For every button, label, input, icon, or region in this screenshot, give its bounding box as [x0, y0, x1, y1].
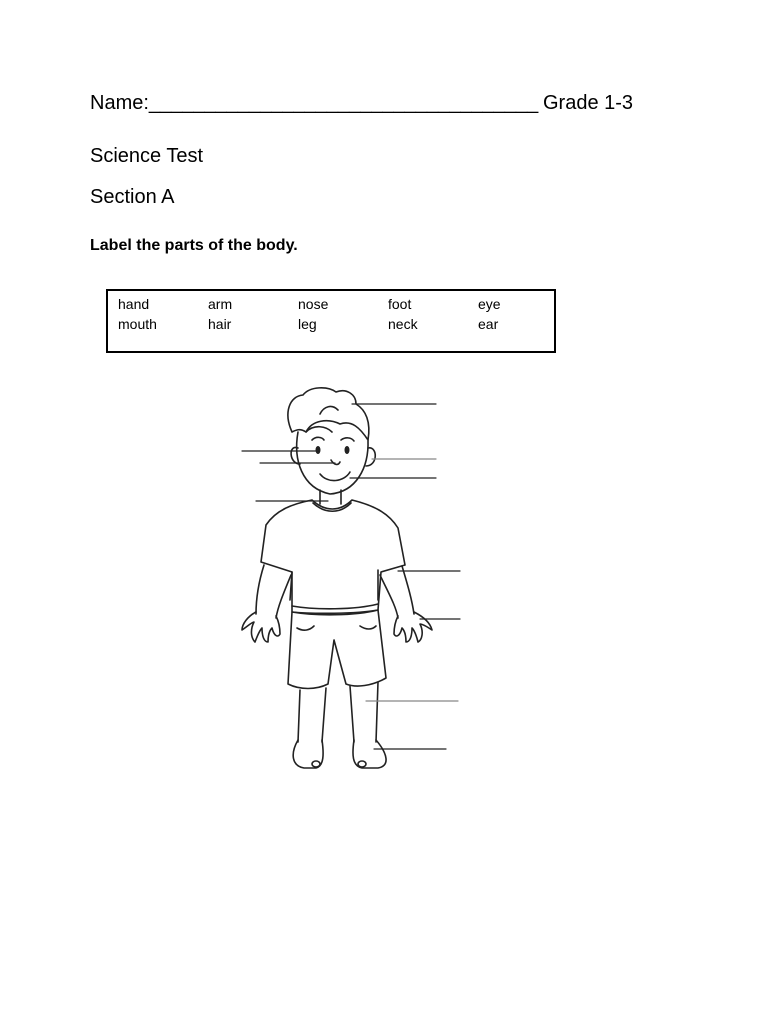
- word-bank-item: arm: [208, 296, 233, 312]
- body-illustration: [230, 370, 480, 790]
- word-bank-item: hair: [208, 316, 232, 332]
- left-foot-shape: [293, 740, 323, 768]
- left-leg-shape: [298, 688, 326, 742]
- grade-label: Grade 1-3: [543, 92, 634, 114]
- word-bank-item: neck: [388, 316, 418, 332]
- word-bank-item: leg: [298, 316, 317, 332]
- word-bank-item: ear: [478, 316, 499, 332]
- instruction-text: Label the parts of the body.: [90, 237, 298, 254]
- right-eye-shape: [345, 446, 350, 454]
- right-arm-shape: [380, 566, 414, 618]
- name-field[interactable]: Name:___________________________________: [90, 92, 539, 114]
- right-hand-shape: [394, 612, 432, 642]
- test-title: Science Test: [90, 145, 204, 167]
- word-bank-item: hand: [118, 296, 150, 312]
- word-bank-item: eye: [478, 296, 501, 312]
- section-heading: Section A: [90, 186, 175, 208]
- right-leg-shape: [350, 682, 378, 742]
- left-hand-shape: [242, 612, 280, 642]
- word-bank-item: nose: [298, 296, 329, 312]
- shorts-shape: [288, 610, 386, 689]
- word-bank-item: mouth: [118, 316, 157, 332]
- word-bank-item: foot: [388, 296, 412, 312]
- left-arm-shape: [256, 565, 291, 618]
- word-bank: [106, 289, 556, 353]
- hair-shape: [288, 388, 369, 440]
- left-eye-shape: [316, 446, 321, 454]
